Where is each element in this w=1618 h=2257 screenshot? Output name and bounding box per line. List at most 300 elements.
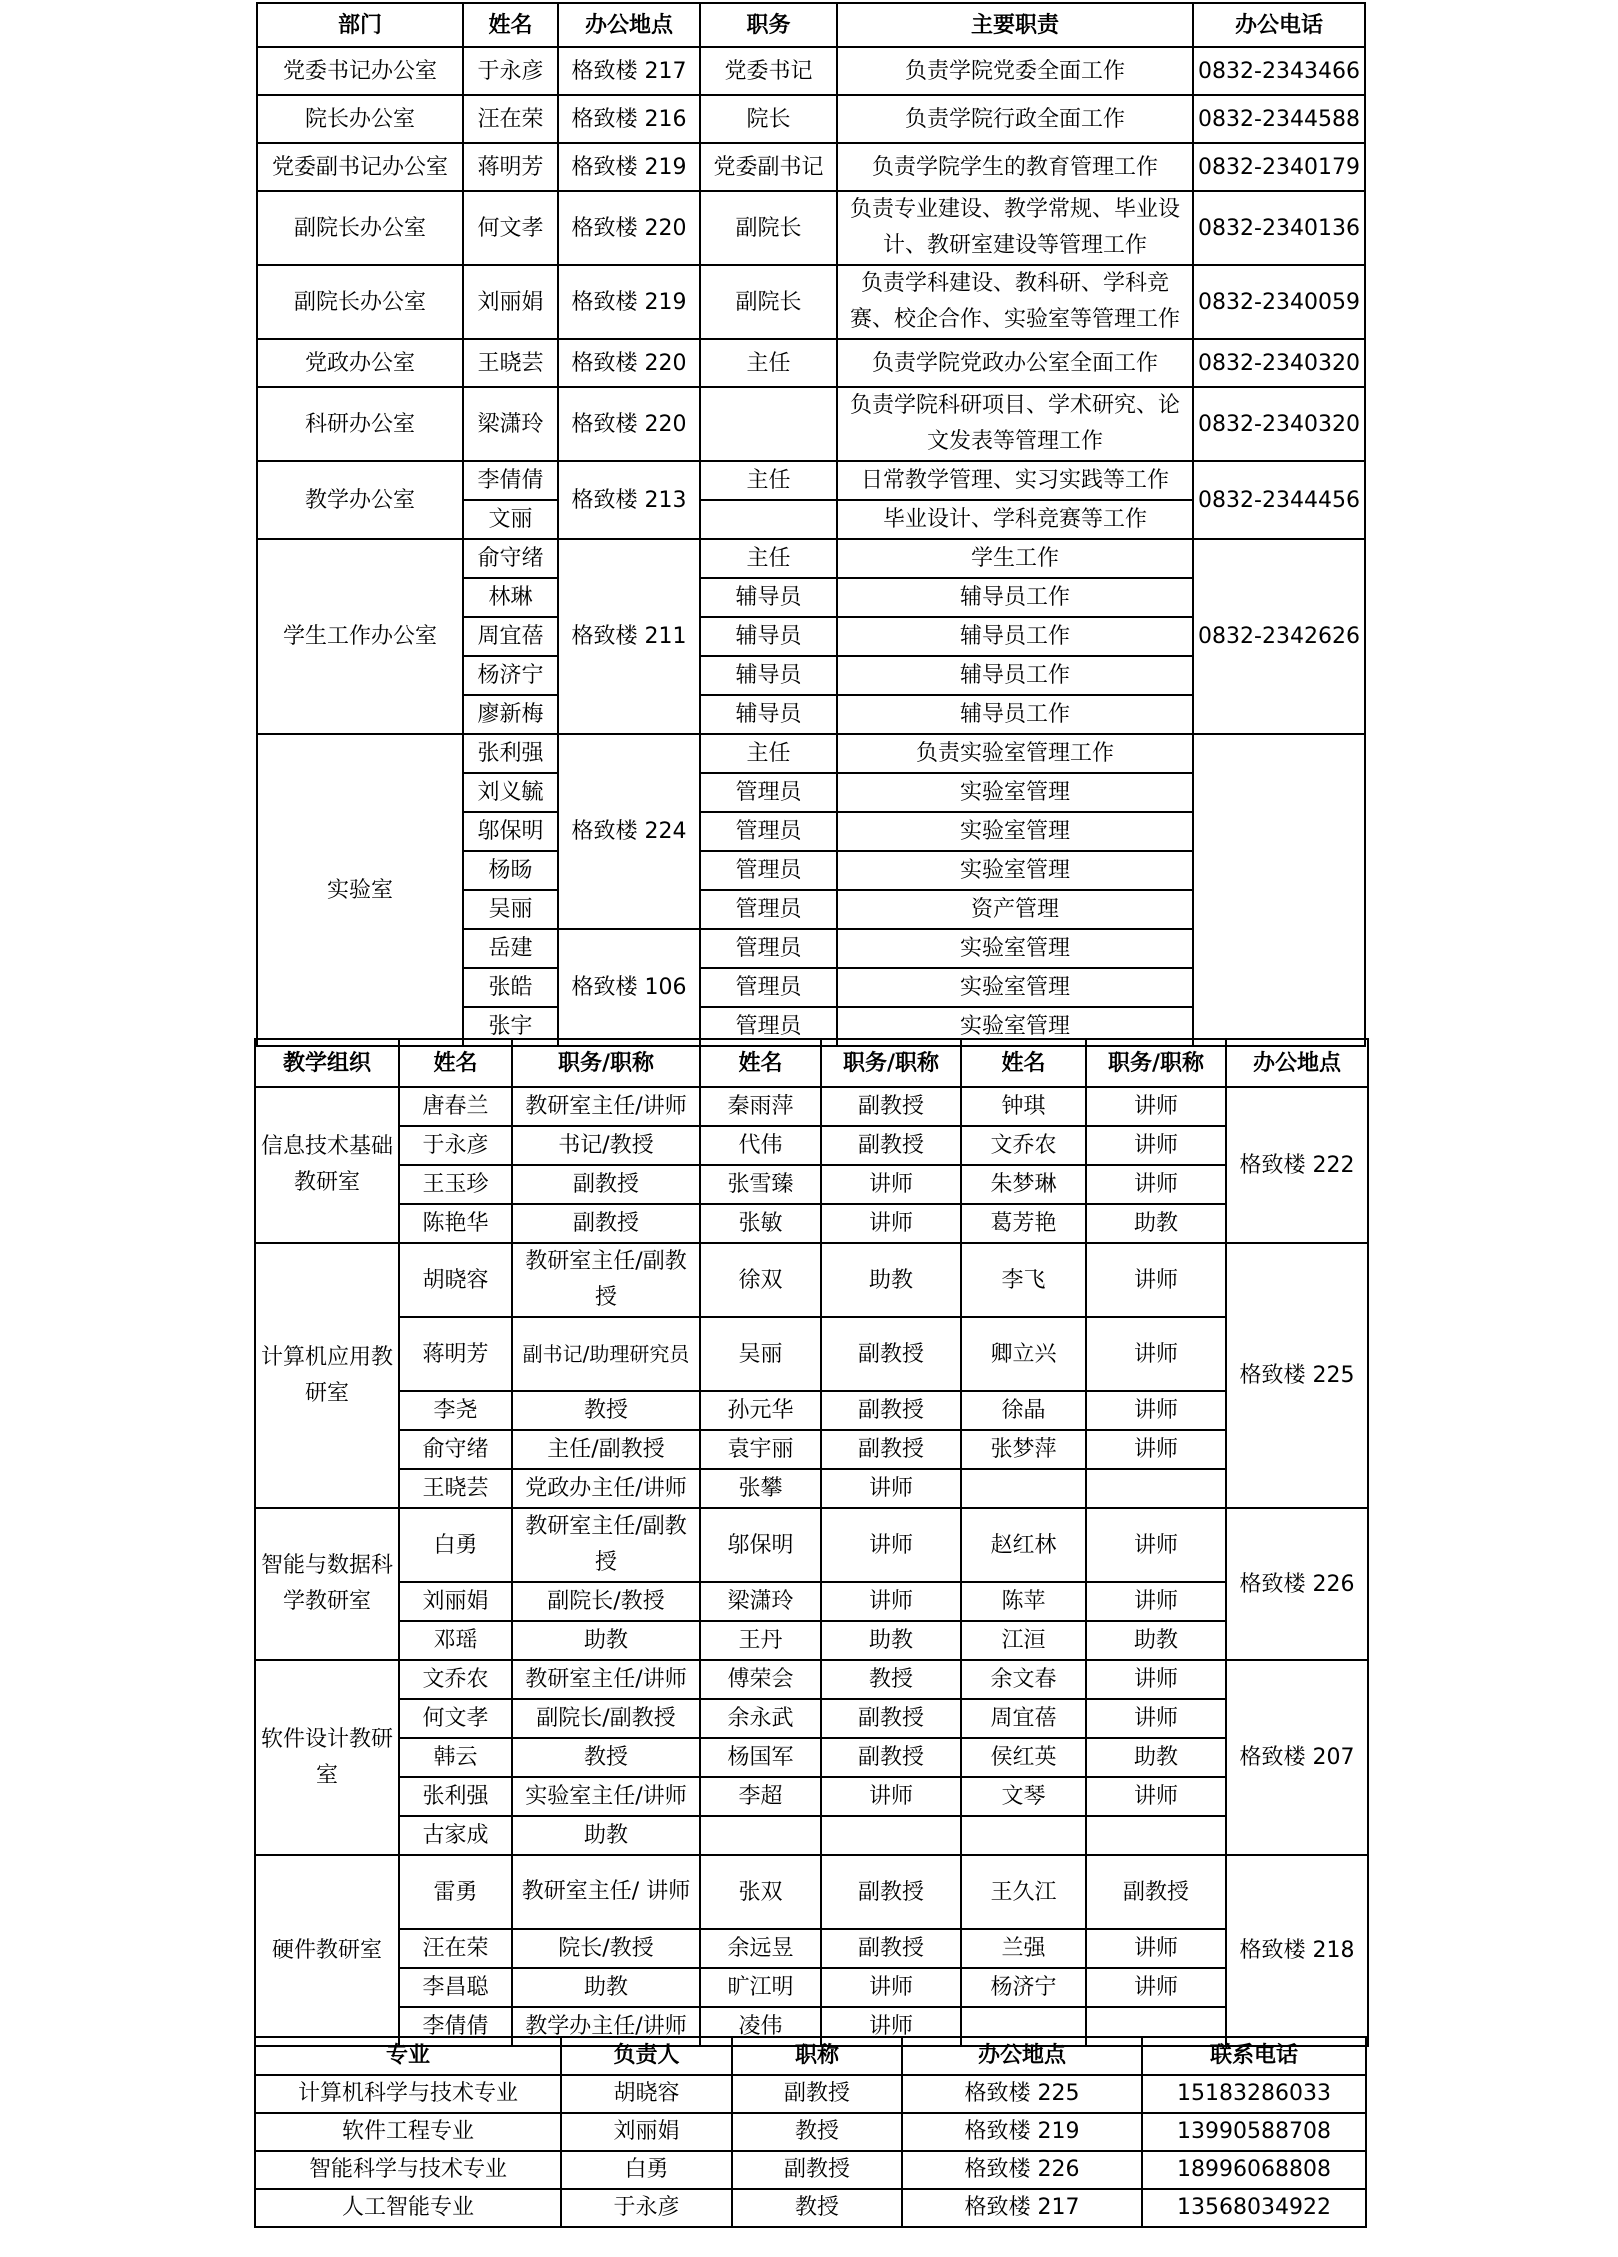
- position-cell: 管理员: [700, 890, 837, 929]
- position-cell: 副院长: [700, 265, 837, 339]
- location-cell: 格致楼 216: [558, 95, 700, 143]
- title-cell: 讲师: [1086, 1929, 1226, 1968]
- phone-cell: 0832-2343466: [1193, 47, 1365, 95]
- group-name-cell: 计算机应用教研室: [255, 1243, 399, 1508]
- name-cell: 张宇: [463, 1007, 558, 1046]
- name-cell: 杨旸: [463, 851, 558, 890]
- table-row: [257, 47, 1365, 95]
- position-cell: 院长: [700, 95, 837, 143]
- title-cell: 助教: [512, 1816, 700, 1855]
- name-cell: 吴丽: [700, 1317, 821, 1391]
- table-row: [255, 1738, 1368, 1777]
- title-cell: 讲师: [821, 1582, 961, 1621]
- name-cell: 刘义毓: [463, 773, 558, 812]
- table-row: [255, 1087, 1368, 1126]
- duty-cell: 辅导员工作: [837, 617, 1193, 656]
- title-cell: 讲师: [1086, 1430, 1226, 1469]
- position-cell: 主任: [700, 539, 837, 578]
- title-cell: 副教授: [821, 1855, 961, 1929]
- title-cell: 讲师: [1086, 1243, 1226, 1317]
- table-row: [255, 1165, 1368, 1204]
- title-cell: 讲师: [1086, 1968, 1226, 2007]
- teaching-groups-table: [254, 1038, 1369, 2047]
- table-header-row: [257, 3, 1365, 47]
- position-cell: 党委书记: [700, 47, 837, 95]
- name-cell: 周宜蓓: [463, 617, 558, 656]
- phone-cell: 0832-2344456: [1193, 461, 1365, 539]
- majors-body: [255, 2075, 1366, 2227]
- group-name-cell: 智能与数据科学教研室: [255, 1508, 399, 1660]
- dept-cell: 院长办公室: [257, 95, 463, 143]
- name-cell: 李超: [700, 1777, 821, 1816]
- duty-cell: 负责实验室管理工作: [837, 734, 1193, 773]
- title-cell: 讲师: [1086, 1508, 1226, 1582]
- title-cell: 副院长/副教授: [512, 1699, 700, 1738]
- duty-cell: 学生工作: [837, 539, 1193, 578]
- duty-cell: 日常教学管理、实习实践等工作: [837, 461, 1193, 500]
- name-cell: 侯红英: [961, 1738, 1086, 1777]
- title-cell: 讲师: [1086, 1317, 1226, 1391]
- position-cell: 管理员: [700, 773, 837, 812]
- title-cell: 助教: [821, 1621, 961, 1660]
- column-header: 办公地点: [902, 2037, 1142, 2075]
- title-cell: 助教: [1086, 1204, 1226, 1243]
- title-cell: 副教授: [821, 1391, 961, 1430]
- dept-cell: 副院长办公室: [257, 265, 463, 339]
- duty-cell: 实验室管理: [837, 851, 1193, 890]
- phone-cell: 18996068808: [1142, 2151, 1366, 2189]
- table-row: [255, 1621, 1368, 1660]
- position-cell: 管理员: [700, 968, 837, 1007]
- location-cell: 格致楼 220: [558, 339, 700, 387]
- name-cell: 雷勇: [399, 1855, 512, 1929]
- phone-cell: 13568034922: [1142, 2189, 1366, 2227]
- dept-cell: 党政办公室: [257, 339, 463, 387]
- position-cell: [700, 387, 837, 461]
- title-cell: 副教授: [732, 2075, 902, 2113]
- group-name-cell: 信息技术基础教研室: [255, 1087, 399, 1243]
- table-row: [255, 1243, 1368, 1317]
- name-cell: 张雪臻: [700, 1165, 821, 1204]
- position-cell: 主任: [700, 339, 837, 387]
- group-location-cell: 格致楼 222: [1226, 1087, 1368, 1243]
- location-cell: 格致楼 224: [558, 734, 700, 929]
- table-header-row: [255, 2037, 1366, 2075]
- duty-cell: 负责学科建设、教科研、学科竞赛、校企合作、实验室等管理工作: [837, 265, 1193, 339]
- table-row: [255, 1391, 1368, 1430]
- column-header: 姓名: [463, 3, 558, 47]
- location-cell: 格致楼 219: [558, 265, 700, 339]
- duty-cell: 实验室管理: [837, 929, 1193, 968]
- title-cell: 讲师: [821, 2007, 961, 2046]
- title-cell: 助教: [512, 1621, 700, 1660]
- group-location-cell: 格致楼 225: [1226, 1243, 1368, 1508]
- phone-cell: 0832-2344588: [1193, 95, 1365, 143]
- column-header: 主要职责: [837, 3, 1193, 47]
- title-cell: 讲师: [821, 1508, 961, 1582]
- table-row: [255, 1430, 1368, 1469]
- name-cell: 杨国军: [700, 1738, 821, 1777]
- duty-cell: 负责学院党委全面工作: [837, 47, 1193, 95]
- name-cell: 杨济宁: [463, 656, 558, 695]
- column-header: 职务: [700, 3, 837, 47]
- name-cell: 傅荣会: [700, 1660, 821, 1699]
- title-cell: 助教: [1086, 1738, 1226, 1777]
- position-cell: 管理员: [700, 1007, 837, 1046]
- phone-cell: 0832-2342626: [1193, 539, 1365, 734]
- title-cell: 副教授: [821, 1699, 961, 1738]
- name-cell: 兰强: [961, 1929, 1086, 1968]
- position-cell: 管理员: [700, 812, 837, 851]
- duty-cell: 负责学院行政全面工作: [837, 95, 1193, 143]
- title-cell: 讲师: [1086, 1582, 1226, 1621]
- title-cell: [821, 1816, 961, 1855]
- name-cell: 袁宇丽: [700, 1430, 821, 1469]
- title-cell: 党政办主任/讲师: [512, 1469, 700, 1508]
- name-cell: [700, 1816, 821, 1855]
- title-cell: 副教授: [1086, 1855, 1226, 1929]
- column-header: 职务/职称: [1086, 1039, 1226, 1087]
- title-cell: 副教授: [821, 1929, 961, 1968]
- majors-table: [254, 2036, 1367, 2228]
- major-cell: 智能科学与技术专业: [255, 2151, 561, 2189]
- name-cell: 何文孝: [463, 191, 558, 265]
- duty-cell: 辅导员工作: [837, 695, 1193, 734]
- name-cell: 文乔农: [961, 1126, 1086, 1165]
- dept-cell: 党委书记办公室: [257, 47, 463, 95]
- location-cell: 格致楼 220: [558, 387, 700, 461]
- title-cell: 教研室主任/ 讲师: [512, 1855, 700, 1929]
- name-cell: 张利强: [399, 1777, 512, 1816]
- duty-cell: 资产管理: [837, 890, 1193, 929]
- name-cell: 代伟: [700, 1126, 821, 1165]
- name-cell: 岳建: [463, 929, 558, 968]
- name-cell: 古家成: [399, 1816, 512, 1855]
- name-cell: 俞守绪: [463, 539, 558, 578]
- table-row: [255, 1816, 1368, 1855]
- group-name-cell: 软件设计教研室: [255, 1660, 399, 1855]
- title-cell: 教授: [732, 2189, 902, 2227]
- column-header: 姓名: [700, 1039, 821, 1087]
- title-cell: 讲师: [1086, 1699, 1226, 1738]
- teaching-groups-body: [255, 1087, 1368, 2046]
- column-header: 职称: [732, 2037, 902, 2075]
- name-cell: 旷江明: [700, 1968, 821, 2007]
- location-cell: 格致楼 226: [902, 2151, 1142, 2189]
- title-cell: 讲师: [1086, 1777, 1226, 1816]
- duty-cell: 实验室管理: [837, 1007, 1193, 1046]
- name-cell: 廖新梅: [463, 695, 558, 734]
- name-cell: 江洹: [961, 1621, 1086, 1660]
- column-header: 负责人: [561, 2037, 732, 2075]
- leader-cell: 胡晓容: [561, 2075, 732, 2113]
- name-cell: 邬保明: [700, 1508, 821, 1582]
- name-cell: 余远昱: [700, 1929, 821, 1968]
- table-row: [255, 1126, 1368, 1165]
- table-row: [257, 191, 1365, 265]
- leader-cell: 于永彦: [561, 2189, 732, 2227]
- table-row: [255, 1699, 1368, 1738]
- position-cell: 辅导员: [700, 695, 837, 734]
- name-cell: 李倩倩: [463, 461, 558, 500]
- name-cell: 王玉珍: [399, 1165, 512, 1204]
- name-cell: 邬保明: [463, 812, 558, 851]
- major-cell: 计算机科学与技术专业: [255, 2075, 561, 2113]
- name-cell: 邓瑶: [399, 1621, 512, 1660]
- position-cell: 辅导员: [700, 578, 837, 617]
- name-cell: 杨济宁: [961, 1968, 1086, 2007]
- name-cell: 李倩倩: [399, 2007, 512, 2046]
- column-header: 教学组织: [255, 1039, 399, 1087]
- title-cell: 实验室主任/讲师: [512, 1777, 700, 1816]
- title-cell: 教授: [512, 1738, 700, 1777]
- title-cell: 副教授: [821, 1738, 961, 1777]
- title-cell: 教研室主任/讲师: [512, 1660, 700, 1699]
- name-cell: 余永武: [700, 1699, 821, 1738]
- column-header: 职务/职称: [821, 1039, 961, 1087]
- name-cell: 唐春兰: [399, 1087, 512, 1126]
- title-cell: 讲师: [1086, 1087, 1226, 1126]
- title-cell: [1086, 1469, 1226, 1508]
- name-cell: 刘丽娟: [463, 265, 558, 339]
- name-cell: 汪在荣: [463, 95, 558, 143]
- title-cell: 教研室主任/副教授: [512, 1508, 700, 1582]
- title-cell: 副教授: [512, 1204, 700, 1243]
- column-header: 联系电话: [1142, 2037, 1366, 2075]
- name-cell: 蒋明芳: [463, 143, 558, 191]
- name-cell: 李昌聪: [399, 1968, 512, 2007]
- table-row: [255, 1469, 1368, 1508]
- name-cell: 徐双: [700, 1243, 821, 1317]
- table-row: [257, 539, 1365, 578]
- major-cell: 人工智能专业: [255, 2189, 561, 2227]
- duty-cell: 实验室管理: [837, 812, 1193, 851]
- table-row: [255, 1968, 1368, 2007]
- phone-cell: 0832-2340136: [1193, 191, 1365, 265]
- title-cell: 助教: [512, 1968, 700, 2007]
- table-row: [255, 1660, 1368, 1699]
- location-cell: 格致楼 225: [902, 2075, 1142, 2113]
- dept-cell: 副院长办公室: [257, 191, 463, 265]
- name-cell: 徐晶: [961, 1391, 1086, 1430]
- name-cell: 孙元华: [700, 1391, 821, 1430]
- position-cell: 党委副书记: [700, 143, 837, 191]
- dept-cell: 党委副书记办公室: [257, 143, 463, 191]
- title-cell: 讲师: [821, 1469, 961, 1508]
- phone-cell: 15183286033: [1142, 2075, 1366, 2113]
- duty-cell: 负责学院科研项目、学术研究、论文发表等管理工作: [837, 387, 1193, 461]
- table-row: [255, 2075, 1366, 2113]
- name-cell: 王丹: [700, 1621, 821, 1660]
- table-row: [255, 1777, 1368, 1816]
- title-cell: 讲师: [821, 1204, 961, 1243]
- name-cell: 葛芳艳: [961, 1204, 1086, 1243]
- title-cell: 讲师: [1086, 1126, 1226, 1165]
- position-cell: 辅导员: [700, 617, 837, 656]
- name-cell: 张敏: [700, 1204, 821, 1243]
- name-cell: 于永彦: [399, 1126, 512, 1165]
- table-row: [255, 1855, 1368, 1929]
- title-cell: 教授: [512, 1391, 700, 1430]
- column-header: 专业: [255, 2037, 561, 2075]
- table-row: [255, 1204, 1368, 1243]
- location-cell: 格致楼 219: [558, 143, 700, 191]
- name-cell: [961, 1469, 1086, 1508]
- phone-cell: 0832-2340320: [1193, 387, 1365, 461]
- major-cell: 软件工程专业: [255, 2113, 561, 2151]
- name-cell: 陈苹: [961, 1582, 1086, 1621]
- name-cell: 俞守绪: [399, 1430, 512, 1469]
- column-header: 姓名: [399, 1039, 512, 1087]
- title-cell: 讲师: [1086, 1660, 1226, 1699]
- name-cell: 刘丽娟: [399, 1582, 512, 1621]
- duty-cell: 辅导员工作: [837, 656, 1193, 695]
- table-row: [255, 1317, 1368, 1391]
- phone-cell: 0832-2340179: [1193, 143, 1365, 191]
- title-cell: 教学办主任/讲师: [512, 2007, 700, 2046]
- phone-cell: 0832-2340320: [1193, 339, 1365, 387]
- table-row: [257, 387, 1365, 461]
- column-header: 办公地点: [1226, 1039, 1368, 1087]
- position-cell: 副院长: [700, 191, 837, 265]
- title-cell: 副教授: [821, 1430, 961, 1469]
- duty-cell: 负责专业建设、教学常规、毕业设计、教研室建设等管理工作: [837, 191, 1193, 265]
- name-cell: 凌伟: [700, 2007, 821, 2046]
- name-cell: 文琴: [961, 1777, 1086, 1816]
- title-cell: 主任/副教授: [512, 1430, 700, 1469]
- table-row: [255, 2151, 1366, 2189]
- table-row: [257, 265, 1365, 339]
- column-header: 职务/职称: [512, 1039, 700, 1087]
- group-location-cell: 格致楼 207: [1226, 1660, 1368, 1855]
- group-name-cell: 硬件教研室: [255, 1855, 399, 2046]
- title-cell: 讲师: [1086, 1391, 1226, 1430]
- position-cell: 主任: [700, 461, 837, 500]
- name-cell: 秦雨萍: [700, 1087, 821, 1126]
- title-cell: 副教授: [821, 1317, 961, 1391]
- title-cell: 院长/教授: [512, 1929, 700, 1968]
- title-cell: 教授: [821, 1660, 961, 1699]
- name-cell: 林琳: [463, 578, 558, 617]
- table-row: [255, 1508, 1368, 1582]
- title-cell: 讲师: [821, 1968, 961, 2007]
- office-directory-table: [256, 2, 1366, 1047]
- name-cell: 文丽: [463, 500, 558, 539]
- location-cell: 格致楼 211: [558, 539, 700, 734]
- table-header-row: [255, 1039, 1368, 1087]
- name-cell: 王久江: [961, 1855, 1086, 1929]
- duty-cell: 毕业设计、学科竞赛等工作: [837, 500, 1193, 539]
- leader-cell: 刘丽娟: [561, 2113, 732, 2151]
- location-cell: 格致楼 217: [902, 2189, 1142, 2227]
- title-cell: 书记/教授: [512, 1126, 700, 1165]
- location-cell: 格致楼 220: [558, 191, 700, 265]
- position-cell: 管理员: [700, 929, 837, 968]
- title-cell: 教研室主任/讲师: [512, 1087, 700, 1126]
- title-cell: 副教授: [512, 1165, 700, 1204]
- group-location-cell: 格致楼 218: [1226, 1855, 1368, 2046]
- name-cell: 汪在荣: [399, 1929, 512, 1968]
- duty-cell: 实验室管理: [837, 773, 1193, 812]
- name-cell: 朱梦琳: [961, 1165, 1086, 1204]
- table-row: [257, 734, 1365, 773]
- table-row: [255, 2113, 1366, 2151]
- table-row: [255, 1582, 1368, 1621]
- table-row: [257, 461, 1365, 500]
- duty-cell: 负责学院学生的教育管理工作: [837, 143, 1193, 191]
- title-cell: 副教授: [821, 1087, 961, 1126]
- name-cell: 吴丽: [463, 890, 558, 929]
- phone-cell: [1193, 734, 1365, 1046]
- column-header: 办公地点: [558, 3, 700, 47]
- name-cell: 白勇: [399, 1508, 512, 1582]
- phone-cell: 13990588708: [1142, 2113, 1366, 2151]
- title-cell: 副院长/教授: [512, 1582, 700, 1621]
- name-cell: 赵红林: [961, 1508, 1086, 1582]
- title-cell: 讲师: [821, 1777, 961, 1816]
- name-cell: 余文春: [961, 1660, 1086, 1699]
- position-cell: 辅导员: [700, 656, 837, 695]
- location-cell: 格致楼 213: [558, 461, 700, 539]
- title-cell: 副教授: [821, 1126, 961, 1165]
- duty-cell: 辅导员工作: [837, 578, 1193, 617]
- table-row: [257, 339, 1365, 387]
- table-row: [257, 143, 1365, 191]
- title-cell: [1086, 1816, 1226, 1855]
- name-cell: [961, 1816, 1086, 1855]
- name-cell: 王晓芸: [463, 339, 558, 387]
- title-cell: 副教授: [732, 2151, 902, 2189]
- name-cell: 陈艳华: [399, 1204, 512, 1243]
- name-cell: 韩云: [399, 1738, 512, 1777]
- name-cell: 胡晓容: [399, 1243, 512, 1317]
- column-header: 部门: [257, 3, 463, 47]
- name-cell: 钟琪: [961, 1087, 1086, 1126]
- name-cell: 张梦萍: [961, 1430, 1086, 1469]
- position-cell: 管理员: [700, 851, 837, 890]
- dept-cell: 科研办公室: [257, 387, 463, 461]
- location-cell: 格致楼 219: [902, 2113, 1142, 2151]
- location-cell: 格致楼 106: [558, 929, 700, 1046]
- position-cell: 主任: [700, 734, 837, 773]
- name-cell: 张皓: [463, 968, 558, 1007]
- name-cell: 何文孝: [399, 1699, 512, 1738]
- dept-cell: 实验室: [257, 734, 463, 1046]
- phone-cell: 0832-2340059: [1193, 265, 1365, 339]
- location-cell: 格致楼 217: [558, 47, 700, 95]
- table-row: [255, 2189, 1366, 2227]
- column-header: 姓名: [961, 1039, 1086, 1087]
- table-row: [255, 1929, 1368, 1968]
- dept-cell: 教学办公室: [257, 461, 463, 539]
- name-cell: 文乔农: [399, 1660, 512, 1699]
- name-cell: 张攀: [700, 1469, 821, 1508]
- duty-cell: 实验室管理: [837, 968, 1193, 1007]
- name-cell: 李飞: [961, 1243, 1086, 1317]
- group-location-cell: 格致楼 226: [1226, 1508, 1368, 1660]
- name-cell: 梁潇玲: [700, 1582, 821, 1621]
- name-cell: 于永彦: [463, 47, 558, 95]
- duty-cell: 负责学院党政办公室全面工作: [837, 339, 1193, 387]
- title-cell: 讲师: [1086, 1165, 1226, 1204]
- name-cell: 梁潇玲: [463, 387, 558, 461]
- name-cell: 王晓芸: [399, 1469, 512, 1508]
- name-cell: 张利强: [463, 734, 558, 773]
- column-header: 办公电话: [1193, 3, 1365, 47]
- name-cell: 蒋明芳: [399, 1317, 512, 1391]
- table-row: [257, 95, 1365, 143]
- title-cell: 助教: [821, 1243, 961, 1317]
